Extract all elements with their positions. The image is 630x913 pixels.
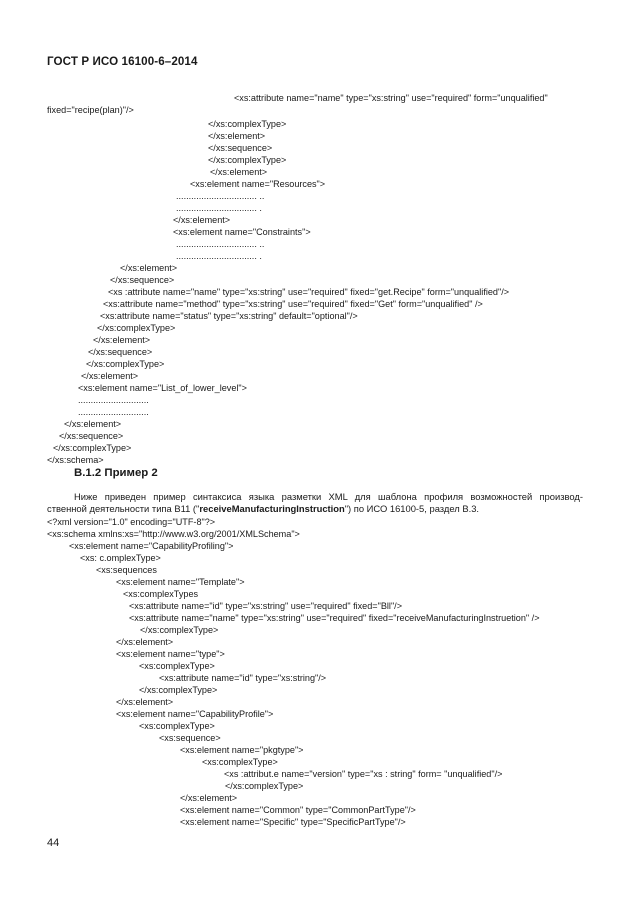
code-line: </xs:element>	[64, 419, 122, 429]
code-line: <xs :attribut.e name="version" type="xs : string" form= "unqualified"/>	[224, 769, 503, 779]
code-line: </xs:element>	[116, 637, 174, 647]
code-line: <?xml version="1.0" encoding="UTF-8"?>	[47, 517, 216, 527]
code-line: <xs: c.omplexType>	[80, 553, 161, 563]
page-header: ГОСТ Р ИСО 16100-6–2014	[47, 55, 198, 68]
code-line: <xs:element name="CapabilityProfile">	[116, 709, 274, 719]
code-line: </xs:schema>	[47, 455, 104, 465]
section-heading: B.1.2 Пример 2	[74, 467, 158, 479]
code-line: </xs:complexType>	[225, 781, 304, 791]
code-line: </xs:complexType>	[208, 119, 287, 129]
code-line: </xs:complexType>	[139, 685, 218, 695]
code-line: <xs:attribute name="method" type="xs:string" use="required" fixed="Get" form="unqualified" />	[103, 299, 483, 309]
code-line: </xs:complexType>	[140, 625, 219, 635]
code-line: ............................	[78, 407, 149, 417]
code-line: </xs:element>	[208, 131, 266, 141]
code-line: <xs:element name="List_of_lower_level">	[78, 383, 247, 393]
code-line: <xs:complexType>	[139, 661, 215, 671]
code-line: <xs:sequences	[96, 565, 157, 575]
code-line: <xs:attribute name="name" type="xs:string" use="required" fixed="receiveManufacturingInstruetion" />	[129, 613, 540, 623]
paragraph-text: ственной деятельности типа B11 ("	[47, 502, 200, 514]
code-line: </xs:sequence>	[110, 275, 175, 285]
code-line: ................................ ..	[176, 239, 265, 249]
code-line: <xs:element name="CapabilityProfiling">	[69, 541, 234, 551]
code-line: </xs:sequence>	[208, 143, 273, 153]
code-line: <xs:complexType>	[139, 721, 215, 731]
code-line: <xs:attribute name="name" type="xs:string" use="required" form="unqualified"	[234, 93, 548, 103]
code-line: <xs:element name="pkgtype">	[180, 745, 304, 755]
code-line: <xs:element name="Common" type="CommonPartType"/>	[180, 805, 416, 815]
code-line: </xs:element>	[93, 335, 151, 345]
code-line: <xs:element name="Constraints">	[173, 227, 311, 237]
code-line: </xs:sequence>	[59, 431, 124, 441]
code-line: </xs:complexType>	[97, 323, 176, 333]
code-line: <xs:attribute name="id" type="xs:string"/>	[159, 673, 327, 683]
code-line: </xs:complexType>	[53, 443, 132, 453]
code-line: </xs:complexType>	[208, 155, 287, 165]
paragraph-line: Ниже приведен пример синтаксиса языка разметки XML для шаблона профиля возможностей производ-	[74, 491, 583, 502]
code-line: </xs:element>	[81, 371, 139, 381]
code-line: </xs:complexType>	[86, 359, 165, 369]
code-line: <xs:element name="Resources">	[190, 179, 326, 189]
code-line: <xs:element name="Template">	[116, 577, 245, 587]
code-line: <xs:attribute name="status" type="xs:string" default="optional"/>	[100, 311, 358, 321]
paragraph-line	[47, 503, 583, 515]
code-line: </xs:element>	[180, 793, 238, 803]
code-line: fixed="recipe(plan)"/>	[47, 105, 134, 115]
code-line: <xs:element name="type">	[116, 649, 225, 659]
instruction-name: receiveManufacturingInstruction	[199, 502, 345, 514]
intro-paragraph	[47, 491, 583, 514]
code-line: <xs :attribute name="name" type="xs:string" use="required" fixed="get.Recipe" form="unqualified"/>	[108, 287, 510, 297]
code-line: <xs:schema xmlns:xs="http://www.w3.org/2001/XMLSchema">	[47, 529, 300, 539]
page-number: 44	[47, 837, 60, 849]
code-line: ................................ .	[176, 203, 262, 213]
code-line: ............................	[78, 395, 149, 405]
code-line: </xs:sequence>	[88, 347, 153, 357]
code-line: </xs:element>	[120, 263, 178, 273]
code-line: ................................ .	[176, 251, 262, 261]
code-line: <xs:sequence>	[159, 733, 221, 743]
code-line: <xs:complexTypes	[123, 589, 199, 599]
code-line: </xs:element>	[210, 167, 268, 177]
paragraph-text: ") по ИСО 16100-5, раздел B.3.	[344, 502, 480, 514]
code-line: <xs:complexType>	[202, 757, 278, 767]
code-line: ................................ ..	[176, 191, 265, 201]
code-line: </xs:element>	[173, 215, 231, 225]
code-line: </xs:element>	[116, 697, 174, 707]
code-line: <xs:attribute name="id" type="xs:string" use="required" fixed="Bll"/>	[129, 601, 403, 611]
code-line: <xs:element name="Specific" type="SpecificPartType"/>	[180, 817, 406, 827]
